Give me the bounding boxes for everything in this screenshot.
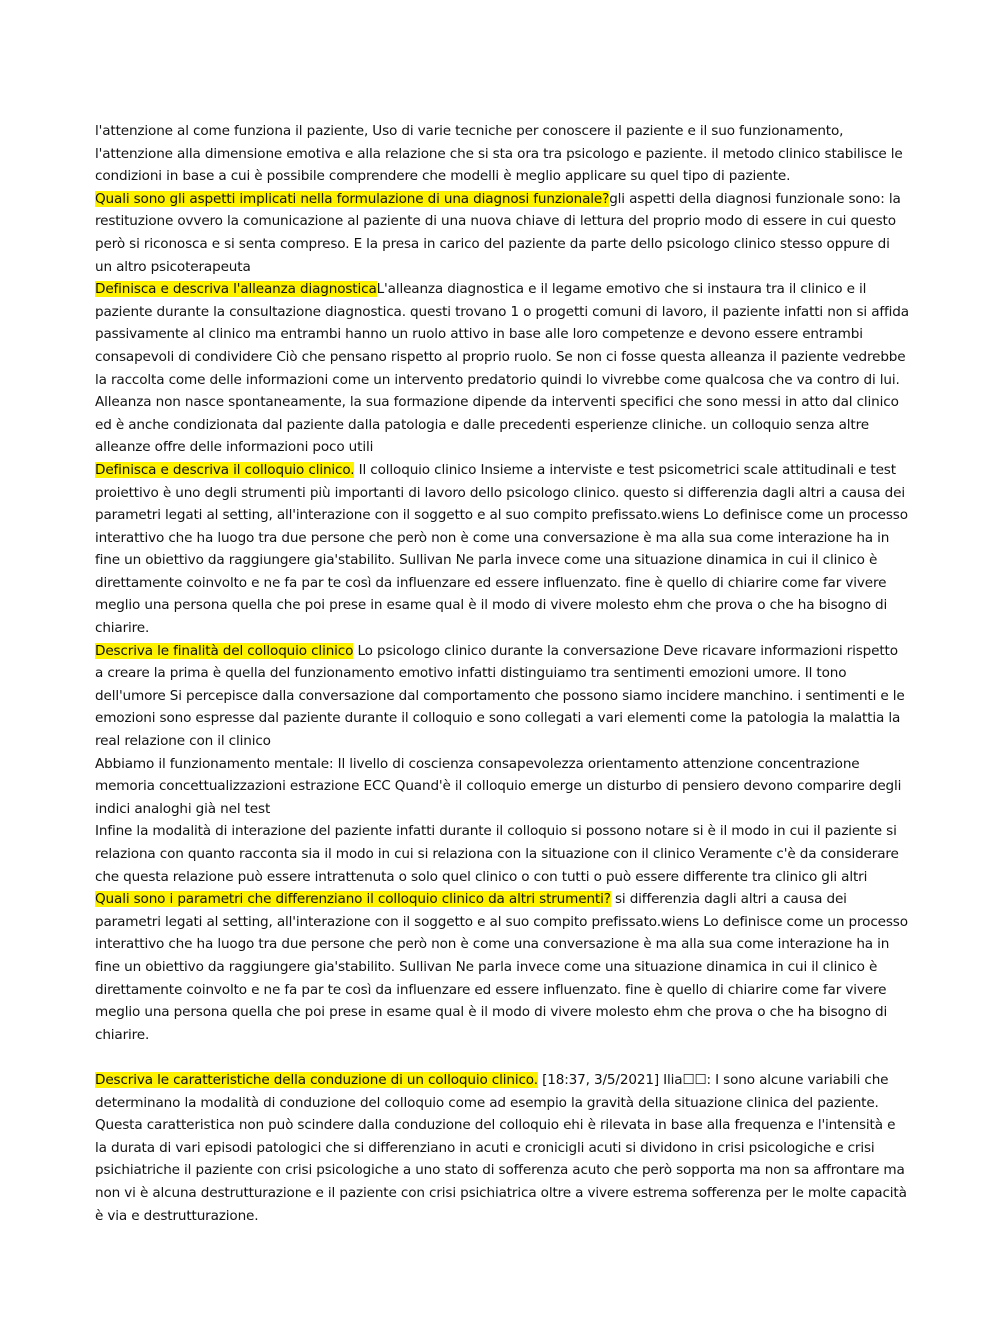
section-finalita-colloquio (95, 640, 910, 753)
answer-text: Infine la modalità di interazione del paziente infatti durante il colloquio si possono notare si è il modo in cui il paziente si relaziona con quanto racconta sia il modo in cui si relaziona con la situazione con il clinico Veramente c'è da considerare che questa relazione può essere intrattenuta o solo quel clinico o con tutti o può essere differente tra clinico gli altri (95, 823, 899, 885)
answer-text: si differenzia dagli altri a causa dei parametri legati al setting, all'interazione con il soggetto e al suo compito prefissato.wiens Lo definisce come un processo interattivo che ha luogo tra due persone che però non è come una conversazione è ma alla sua come interazione ha in fine un obiettivo da raggiungere gia'stabilito. Sullivan Ne parla invece come una situazione dinamica in cui il clinico è direttamente coinvolto e ne fa par te così da influenzare ed essere influenzato. fine è quello di chiarire come far vivere meglio una persona quella che poi prese in esame qual è il modo di vivere molesto ehm che prova o che ha bisogno di chiarire. (95, 891, 908, 1043)
answer-text: Il colloquio clinico Insieme a interviste e test psicometrici scale attitudinali e test proiettivo è uno degli strumenti più importanti di lavoro dello psicologo clinico. questo si differenzia dagli altri a causa dei parametri legati al setting, all'interazione con il soggetto e al suo compito prefissato.wiens Lo definisce come un processo interattivo che ha luogo tra due persone che però non è come una conversazione è ma alla sua come interazione ha in fine un obiettivo da raggiungere gia'stabilito. Sullivan Ne parla invece come una situazione dinamica in cui il clinico è direttamente coinvolto e ne fa par te così da influenzare ed essere influenzato. fine è quello di chiarire come far vivere meglio una persona quella che poi prese in esame qual è il modo di vivere molesto ehm che prova o che ha bisogno di chiarire. (95, 461, 908, 637)
question-highlight: Definisca e descriva l'alleanza diagnostica (95, 281, 377, 298)
document-page (95, 120, 910, 1227)
question-highlight: Quali sono gli aspetti implicati nella formulazione di una diagnosi funzionale? (95, 190, 610, 207)
intro-paragraph (95, 120, 910, 188)
question-highlight: Descriva le finalità del colloquio clinico (95, 642, 354, 659)
finalita-extra-paragraph (95, 753, 910, 821)
section-parametri-colloquio (95, 888, 910, 1046)
question-highlight: Definisca e descriva il colloquio clinico. (95, 461, 355, 478)
answer-text: gli aspetti della diagnosi funzionale sono: la restituzione ovvero la comunicazione al paziente di una nuova chiave di lettura del proprio modo di essere in cui questo però si riconosca e si senta compreso. E la presa in carico del paziente da parte dello psicologo clinico stesso oppure di un altro psicoterapeuta (95, 190, 901, 275)
question-highlight: Quali sono i parametri che differenziano il colloquio clinico da altri strumenti? (95, 891, 611, 908)
answer-text: [18:37, 3/5/2021] Ilia☐☐: I sono alcune variabili che determinano la modalità di conduzione del colloquio come ad esempio la gravità della situazione clinica del paziente. Questa caratteristica non può scindere dalla conduzione del colloquio ehi è rilevata in base alla frequenza e l'intensità e la durata di vari episodi patologici che si differenziano in acuti e cronicigli acuti si dividono in crisi psicologiche e crisi psichiatriche il paziente con crisi psicologiche a uno stato di sofferenza acuto che però sopporta ma non sa affrontare ma non vi è alcuna destrutturazione e il paziente con crisi psichiatrica oltre a vivere estrema sofferenza per le molte capacità è via e destrutturazione. (95, 1071, 907, 1224)
answer-text: Abbiamo il funzionamento mentale: Il livello di coscienza consapevolezza orientamento attenzione concentrazione memoria concettualizzazioni estrazione ECC Quand'è il colloquio emerge un disturbo di pensiero devono comparire degli indici analoghi già nel test (95, 755, 902, 817)
answer-text: Lo psicologo clinico durante la conversazione Deve ricavare informazioni rispetto a creare la prima è quella del funzionamento emotivo infatti distinguiamo tra sentimenti emozioni umore. Il tono dell'umore Si percepisce dalla conversazione dal comportamento che possono siamo incidere manchino. i sentimenti e le emozioni sono espresse dal paziente durante il colloquio e sono collegati a vari elementi come la patologia la malattia la real relazione con il clinico (95, 642, 905, 750)
question-highlight: Descriva le caratteristiche della conduzione di un colloquio clinico. (95, 1071, 538, 1088)
finalita-extra-paragraph (95, 820, 910, 888)
answer-text: L'alleanza diagnostica e il legame emotivo che si instaura tra il clinico e il paziente durante la consultazione diagnostica. questi trovano 1 o progetti comuni di lavoro, il paziente infatti non si affida passivamente al clinico ma entrambi hanno un ruolo attivo in base alle loro competenze e devono essere entrambi consapevoli di condividere Ciò che pensano rispetto al proprio ruolo. Se non ci fosse questa alleanza il paziente vedrebbe la raccolta come delle informazioni come un intervento predatorio quindi lo vivrebbe come qualcosa che va contro di lui. Alleanza non nasce spontaneamente, la sua formazione dipende da interventi specifici che sono messi in atto dal clinico ed è anche condizionata dal paziente dalla patologia e dalle precedenti esperienze cliniche. un colloquio senza altre alleanze offre delle informazioni poco utili (95, 281, 909, 456)
section-colloquio-clinico (95, 459, 910, 640)
blank-line (95, 1046, 910, 1069)
section-diagnosi-funzionale (95, 188, 910, 278)
section-conduzione-colloquio (95, 1069, 910, 1227)
intro-text: l'attenzione al come funziona il paziente, Uso di varie tecniche per conoscere il paziente e il suo funzionamento, l'attenzione alla dimensione emotiva e alla relazione che si sta ora tra psicologo e paziente. il metodo clinico stabilisce le condizioni in base a cui è possibile comprendere che modelli è meglio applicare su quel tipo di paziente. (95, 123, 903, 185)
section-alleanza-diagnostica (95, 278, 910, 459)
